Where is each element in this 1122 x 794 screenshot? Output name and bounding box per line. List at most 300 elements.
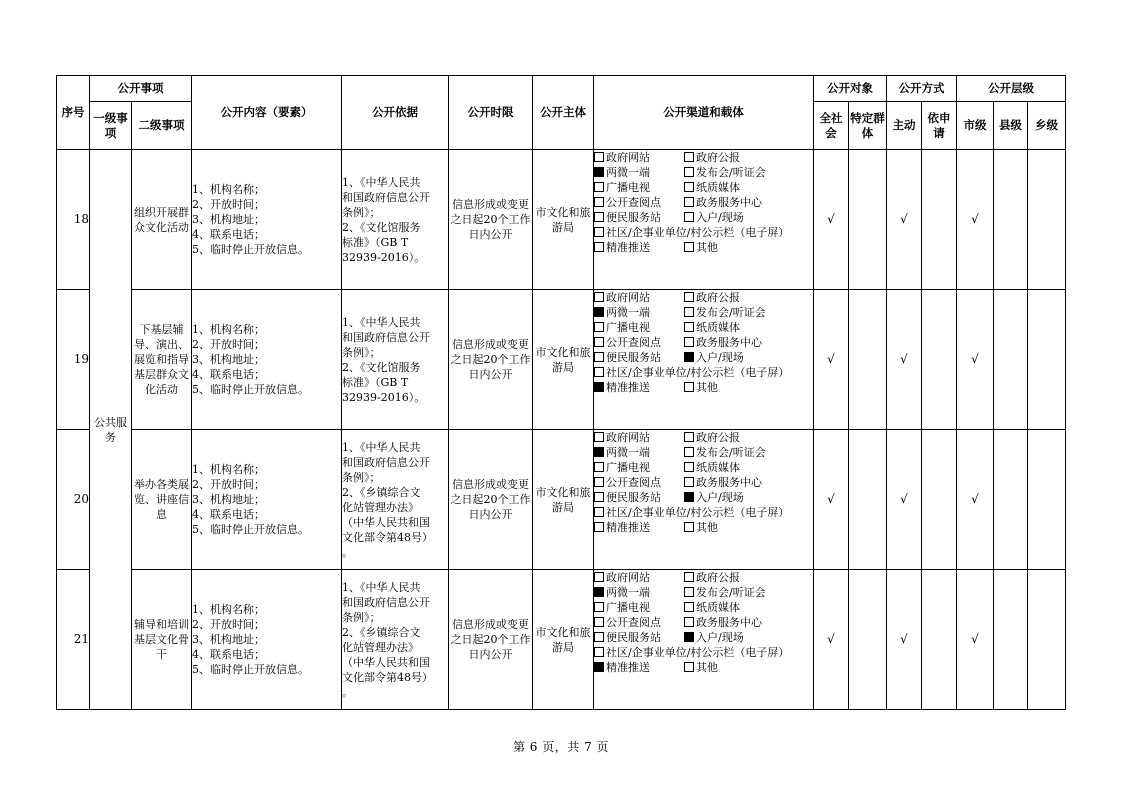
channel-option	[594, 585, 684, 600]
channel-row	[594, 180, 813, 195]
checkbox-icon	[594, 352, 604, 362]
target-specific-mark	[849, 430, 887, 570]
channel-cell	[594, 570, 814, 710]
table-row	[57, 430, 1066, 570]
basis-line: 化站管理办法》	[342, 500, 419, 514]
channel-label: 发布会/听证会	[696, 446, 766, 459]
checkbox-icon	[594, 507, 604, 517]
channel-option	[684, 445, 766, 460]
content-line: 5、临时停止开放信息。	[192, 243, 309, 256]
header-items: 公开事项	[90, 76, 192, 102]
target-specific-mark	[849, 570, 887, 710]
channel-option	[684, 630, 744, 645]
disclosure-table	[56, 75, 1066, 710]
channel-label: 政府网站	[606, 291, 650, 304]
channel-option	[684, 570, 740, 585]
checkbox-icon	[684, 447, 694, 457]
target-all-mark: √	[814, 570, 849, 710]
channel-label: 政府公报	[696, 431, 740, 444]
tier-city-mark: √	[957, 430, 994, 570]
channel-option	[684, 195, 762, 210]
header-channel: 公开渠道和载体	[594, 76, 814, 150]
basis-line: 1、《中华人民共	[342, 580, 421, 594]
channel-row	[594, 380, 813, 395]
table-row	[57, 150, 1066, 290]
channel-label: 广播电视	[606, 601, 650, 614]
channel-label: 入户/现场	[696, 211, 744, 224]
channel-label: 公开查阅点	[606, 196, 661, 209]
channel-label: 政府公报	[696, 571, 740, 584]
header-content: 公开内容（要素）	[192, 76, 342, 150]
checkbox-icon	[594, 367, 604, 377]
content-line: 2、开放时间；	[192, 618, 265, 631]
content-line: 1、机构名称；	[192, 183, 265, 196]
channel-option	[594, 180, 684, 195]
content-line: 2、开放时间；	[192, 198, 265, 211]
channel-label: 政府网站	[606, 431, 650, 444]
content-cell	[192, 150, 342, 290]
channel-label: 社区/企事业单位/村公示栏（电子屏）	[606, 506, 790, 519]
header-time-limit: 公开时限	[449, 76, 533, 150]
tier-town-mark	[1028, 430, 1066, 570]
channel-option	[684, 380, 718, 395]
channel-label: 便民服务站	[606, 351, 661, 364]
channel-option	[684, 615, 762, 630]
channel-option	[684, 660, 718, 675]
basis-cell	[342, 430, 449, 570]
method-request-mark	[922, 570, 957, 710]
basis-cell	[342, 290, 449, 430]
basis-line: 1、《中华人民共	[342, 440, 421, 454]
checkbox-icon	[684, 632, 694, 642]
checkbox-icon	[594, 522, 604, 532]
content-line: 1、机构名称；	[192, 463, 265, 476]
checkbox-icon	[594, 447, 604, 457]
channel-option	[594, 490, 684, 505]
channel-option	[684, 210, 744, 225]
channel-label: 政务服务中心	[696, 336, 762, 349]
channel-label: 广播电视	[606, 461, 650, 474]
channel-label: 纸质媒体	[696, 181, 740, 194]
channel-label: 入户/现场	[696, 631, 744, 644]
header-tier: 公开层级	[957, 76, 1066, 102]
tier-county-mark	[994, 290, 1028, 430]
channel-label: 精准推送	[606, 241, 650, 254]
content-line: 3、机构地址；	[192, 353, 265, 366]
channel-row	[594, 475, 813, 490]
channel-label: 两微一端	[606, 586, 650, 599]
target-all-mark: √	[814, 290, 849, 430]
tier-town-mark	[1028, 570, 1066, 710]
channel-label: 广播电视	[606, 181, 650, 194]
channel-label: 政务服务中心	[696, 616, 762, 629]
checkbox-icon	[594, 307, 604, 317]
basis-cell	[342, 150, 449, 290]
checkbox-icon	[594, 617, 604, 627]
checkbox-icon	[594, 647, 604, 657]
channel-label: 社区/企事业单位/村公示栏（电子屏）	[606, 646, 790, 659]
basis-line: 。	[342, 685, 353, 699]
tier-town-mark	[1028, 150, 1066, 290]
checkbox-icon	[684, 662, 694, 672]
channel-option	[594, 195, 684, 210]
header-tier-city: 市级	[957, 102, 994, 150]
channel-label: 便民服务站	[606, 491, 661, 504]
checkbox-icon	[594, 292, 604, 302]
channel-option	[594, 365, 813, 380]
channel-label: 发布会/听证会	[696, 586, 766, 599]
basis-line: 文化部令第48号）	[342, 530, 433, 544]
channel-option	[684, 475, 762, 490]
channel-label: 纸质媒体	[696, 601, 740, 614]
content-line: 4、联系电话；	[192, 228, 265, 241]
basis-line: 条例》；	[342, 470, 381, 484]
checkbox-icon	[684, 587, 694, 597]
method-request-mark	[922, 150, 957, 290]
channel-option	[594, 570, 684, 585]
target-specific-mark	[849, 290, 887, 430]
basis-line: 1、《中华人民共	[342, 315, 421, 329]
checkbox-icon	[684, 322, 694, 332]
level2-item: 组织开展群众文化活动	[132, 150, 192, 290]
checkbox-icon	[594, 432, 604, 442]
channel-option	[594, 660, 684, 675]
method-active-mark: √	[887, 570, 922, 710]
channel-option	[594, 210, 684, 225]
checkbox-icon	[684, 572, 694, 582]
basis-line: 和国政府信息公开	[342, 595, 430, 609]
channel-option	[684, 320, 740, 335]
checkbox-icon	[684, 617, 694, 627]
channel-option	[684, 585, 766, 600]
checkbox-icon	[594, 197, 604, 207]
channel-label: 广播电视	[606, 321, 650, 334]
basis-line: 和国政府信息公开	[342, 190, 430, 204]
checkbox-icon	[594, 492, 604, 502]
content-line: 4、联系电话；	[192, 508, 265, 521]
basis-line: 和国政府信息公开	[342, 330, 430, 344]
level1-item: 公共服务	[90, 150, 132, 710]
channel-option	[684, 150, 740, 165]
header-target-specific: 特定群体	[849, 102, 887, 150]
channel-option	[594, 350, 684, 365]
time-limit: 信息形成或变更之日起20个工作日内公开	[449, 150, 533, 290]
checkbox-icon	[684, 492, 694, 502]
method-active-mark: √	[887, 430, 922, 570]
header-basis: 公开依据	[342, 76, 449, 150]
channel-label: 其他	[696, 381, 718, 394]
channel-label: 政府公报	[696, 151, 740, 164]
basis-line: 标准》（GB T	[342, 375, 409, 389]
header-tier-town: 乡级	[1028, 102, 1066, 150]
channel-row	[594, 320, 813, 335]
checkbox-icon	[684, 197, 694, 207]
checkbox-icon	[684, 337, 694, 347]
checkbox-icon	[684, 212, 694, 222]
basis-cell	[342, 570, 449, 710]
tier-county-mark	[994, 150, 1028, 290]
tier-city-mark: √	[957, 150, 994, 290]
content-line: 1、机构名称；	[192, 603, 265, 616]
channel-option	[684, 460, 740, 475]
checkbox-icon	[594, 477, 604, 487]
subject: 市文化和旅游局	[533, 430, 594, 570]
channel-option	[594, 335, 684, 350]
basis-line: 2、《文化馆服务	[342, 360, 421, 374]
channel-option	[684, 600, 740, 615]
channel-option	[594, 225, 813, 240]
checkbox-icon	[684, 477, 694, 487]
time-limit: 信息形成或变更之日起20个工作日内公开	[449, 430, 533, 570]
checkbox-icon	[594, 182, 604, 192]
basis-line: 2、《乡镇综合文	[342, 625, 421, 639]
level2-item: 辅导和培训基层文化骨干	[132, 570, 192, 710]
tier-town-mark	[1028, 290, 1066, 430]
method-request-mark	[922, 290, 957, 430]
channel-row	[594, 600, 813, 615]
header-method-request: 依申请	[922, 102, 957, 150]
channel-option	[684, 180, 740, 195]
channel-option	[684, 490, 744, 505]
subject: 市文化和旅游局	[533, 290, 594, 430]
channel-label: 两微一端	[606, 446, 650, 459]
checkbox-icon	[594, 462, 604, 472]
channel-option	[684, 290, 740, 305]
checkbox-icon	[594, 322, 604, 332]
basis-line: （中华人民共和国	[342, 515, 430, 529]
channel-option	[594, 165, 684, 180]
channel-label: 两微一端	[606, 166, 650, 179]
channel-row	[594, 585, 813, 600]
basis-line: 化站管理办法》	[342, 640, 419, 654]
header-method-active: 主动	[887, 102, 922, 150]
tier-county-mark	[994, 430, 1028, 570]
header-tier-county: 县级	[994, 102, 1028, 150]
channel-option	[594, 290, 684, 305]
checkbox-icon	[684, 292, 694, 302]
channel-label: 入户/现场	[696, 491, 744, 504]
basis-line: 。	[342, 545, 353, 559]
content-line: 3、机构地址；	[192, 633, 265, 646]
basis-line: 条例》；	[342, 345, 381, 359]
channel-option	[684, 165, 766, 180]
channel-option	[594, 320, 684, 335]
checkbox-icon	[594, 152, 604, 162]
method-request-mark	[922, 430, 957, 570]
channel-cell	[594, 430, 814, 570]
channel-cell	[594, 290, 814, 430]
content-line: 4、联系电话；	[192, 648, 265, 661]
level2-item: 下基层辅导、演出、展览和指导基层群众文化活动	[132, 290, 192, 430]
channel-option	[594, 645, 813, 660]
channel-option	[684, 335, 762, 350]
channel-label: 社区/企事业单位/村公示栏（电子屏）	[606, 366, 790, 379]
channel-label: 政务服务中心	[696, 196, 762, 209]
checkbox-icon	[594, 382, 604, 392]
header-level2: 二级事项	[132, 102, 192, 150]
row-number: 21	[57, 570, 90, 710]
basis-line: 2、《乡镇综合文	[342, 485, 421, 499]
channel-label: 政府网站	[606, 571, 650, 584]
channel-option	[594, 615, 684, 630]
checkbox-icon	[684, 352, 694, 362]
channel-row	[594, 460, 813, 475]
channel-label: 两微一端	[606, 306, 650, 319]
channel-label: 精准推送	[606, 661, 650, 674]
channel-row	[594, 490, 813, 505]
channel-option	[594, 150, 684, 165]
content-line: 3、机构地址；	[192, 493, 265, 506]
channel-label: 政府网站	[606, 151, 650, 164]
channel-label: 纸质媒体	[696, 321, 740, 334]
channel-label: 政务服务中心	[696, 476, 762, 489]
content-line: 2、开放时间；	[192, 478, 265, 491]
channel-label: 公开查阅点	[606, 336, 661, 349]
channel-row	[594, 290, 813, 305]
target-specific-mark	[849, 150, 887, 290]
channel-label: 入户/现场	[696, 351, 744, 364]
channel-option	[594, 240, 684, 255]
channel-label: 政府公报	[696, 291, 740, 304]
channel-option	[594, 475, 684, 490]
checkbox-icon	[684, 522, 694, 532]
method-active-mark: √	[887, 290, 922, 430]
basis-line: 文化部令第48号）	[342, 670, 433, 684]
method-active-mark: √	[887, 150, 922, 290]
channel-label: 便民服务站	[606, 631, 661, 644]
channel-option	[684, 350, 744, 365]
content-line: 1、机构名称；	[192, 323, 265, 336]
channel-option	[684, 305, 766, 320]
channel-label: 其他	[696, 521, 718, 534]
channel-option	[594, 460, 684, 475]
channel-option	[594, 505, 813, 520]
checkbox-icon	[684, 307, 694, 317]
content-cell	[192, 570, 342, 710]
target-all-mark: √	[814, 430, 849, 570]
checkbox-icon	[684, 182, 694, 192]
checkbox-icon	[684, 167, 694, 177]
checkbox-icon	[684, 432, 694, 442]
checkbox-icon	[594, 572, 604, 582]
checkbox-icon	[594, 227, 604, 237]
channel-label: 社区/企事业单位/村公示栏（电子屏）	[606, 226, 790, 239]
row-number: 20	[57, 430, 90, 570]
target-all-mark: √	[814, 150, 849, 290]
channel-row	[594, 210, 813, 225]
content-line: 2、开放时间；	[192, 338, 265, 351]
channel-option	[594, 520, 684, 535]
channel-row	[594, 350, 813, 365]
content-line: 5、临时停止开放信息。	[192, 383, 309, 396]
basis-line: （中华人民共和国	[342, 655, 430, 669]
channel-cell	[594, 150, 814, 290]
checkbox-icon	[594, 337, 604, 347]
checkbox-icon	[594, 167, 604, 177]
basis-line: 标准》（GB T	[342, 235, 409, 249]
basis-line: 条例》；	[342, 205, 381, 219]
content-line: 4、联系电话；	[192, 368, 265, 381]
checkbox-icon	[684, 602, 694, 612]
channel-option	[594, 380, 684, 395]
channel-label: 其他	[696, 661, 718, 674]
basis-line: 1、《中华人民共	[342, 175, 421, 189]
channel-label: 发布会/听证会	[696, 306, 766, 319]
subject: 市文化和旅游局	[533, 150, 594, 290]
basis-line: 32939-2016）。	[342, 390, 426, 404]
channel-option	[684, 240, 718, 255]
page-footer: 第 6 页，共 7 页	[512, 740, 610, 754]
channel-label: 精准推送	[606, 381, 650, 394]
time-limit: 信息形成或变更之日起20个工作日内公开	[449, 570, 533, 710]
channel-row	[594, 570, 813, 585]
header-level1: 一级事项	[90, 102, 132, 150]
checkbox-icon	[594, 212, 604, 222]
checkbox-icon	[594, 632, 604, 642]
table-row	[57, 290, 1066, 430]
channel-option	[684, 430, 740, 445]
table-row	[57, 570, 1066, 710]
channel-option	[594, 305, 684, 320]
content-line: 5、临时停止开放信息。	[192, 523, 309, 536]
checkbox-icon	[684, 462, 694, 472]
content-line: 5、临时停止开放信息。	[192, 663, 309, 676]
channel-label: 公开查阅点	[606, 616, 661, 629]
channel-row	[594, 335, 813, 350]
basis-line: 2、《文化馆服务	[342, 220, 421, 234]
channel-row	[594, 445, 813, 460]
channel-option	[594, 600, 684, 615]
channel-row	[594, 430, 813, 445]
channel-option	[594, 630, 684, 645]
header-seq: 序号	[57, 76, 90, 150]
channel-label: 纸质媒体	[696, 461, 740, 474]
tier-city-mark: √	[957, 570, 994, 710]
channel-row	[594, 660, 813, 675]
channel-label: 发布会/听证会	[696, 166, 766, 179]
checkbox-icon	[594, 602, 604, 612]
time-limit: 信息形成或变更之日起20个工作日内公开	[449, 290, 533, 430]
channel-option	[684, 520, 718, 535]
channel-row	[594, 195, 813, 210]
channel-label: 精准推送	[606, 521, 650, 534]
header-subject: 公开主体	[533, 76, 594, 150]
channel-row	[594, 630, 813, 645]
channel-label: 公开查阅点	[606, 476, 661, 489]
content-cell	[192, 430, 342, 570]
channel-option	[594, 430, 684, 445]
tier-county-mark	[994, 570, 1028, 710]
header-target-all: 全社会	[814, 102, 849, 150]
channel-option	[594, 445, 684, 460]
checkbox-icon	[684, 152, 694, 162]
channel-row	[594, 615, 813, 630]
checkbox-icon	[594, 242, 604, 252]
header-target: 公开对象	[814, 76, 887, 102]
channel-label: 其他	[696, 241, 718, 254]
basis-line: 32939-2016）。	[342, 250, 426, 264]
channel-label: 便民服务站	[606, 211, 661, 224]
checkbox-icon	[594, 587, 604, 597]
channel-row	[594, 165, 813, 180]
checkbox-icon	[594, 662, 604, 672]
channel-row	[594, 240, 813, 255]
content-cell	[192, 290, 342, 430]
row-number: 18	[57, 150, 90, 290]
checkbox-icon	[684, 242, 694, 252]
subject: 市文化和旅游局	[533, 570, 594, 710]
header-method: 公开方式	[887, 76, 957, 102]
